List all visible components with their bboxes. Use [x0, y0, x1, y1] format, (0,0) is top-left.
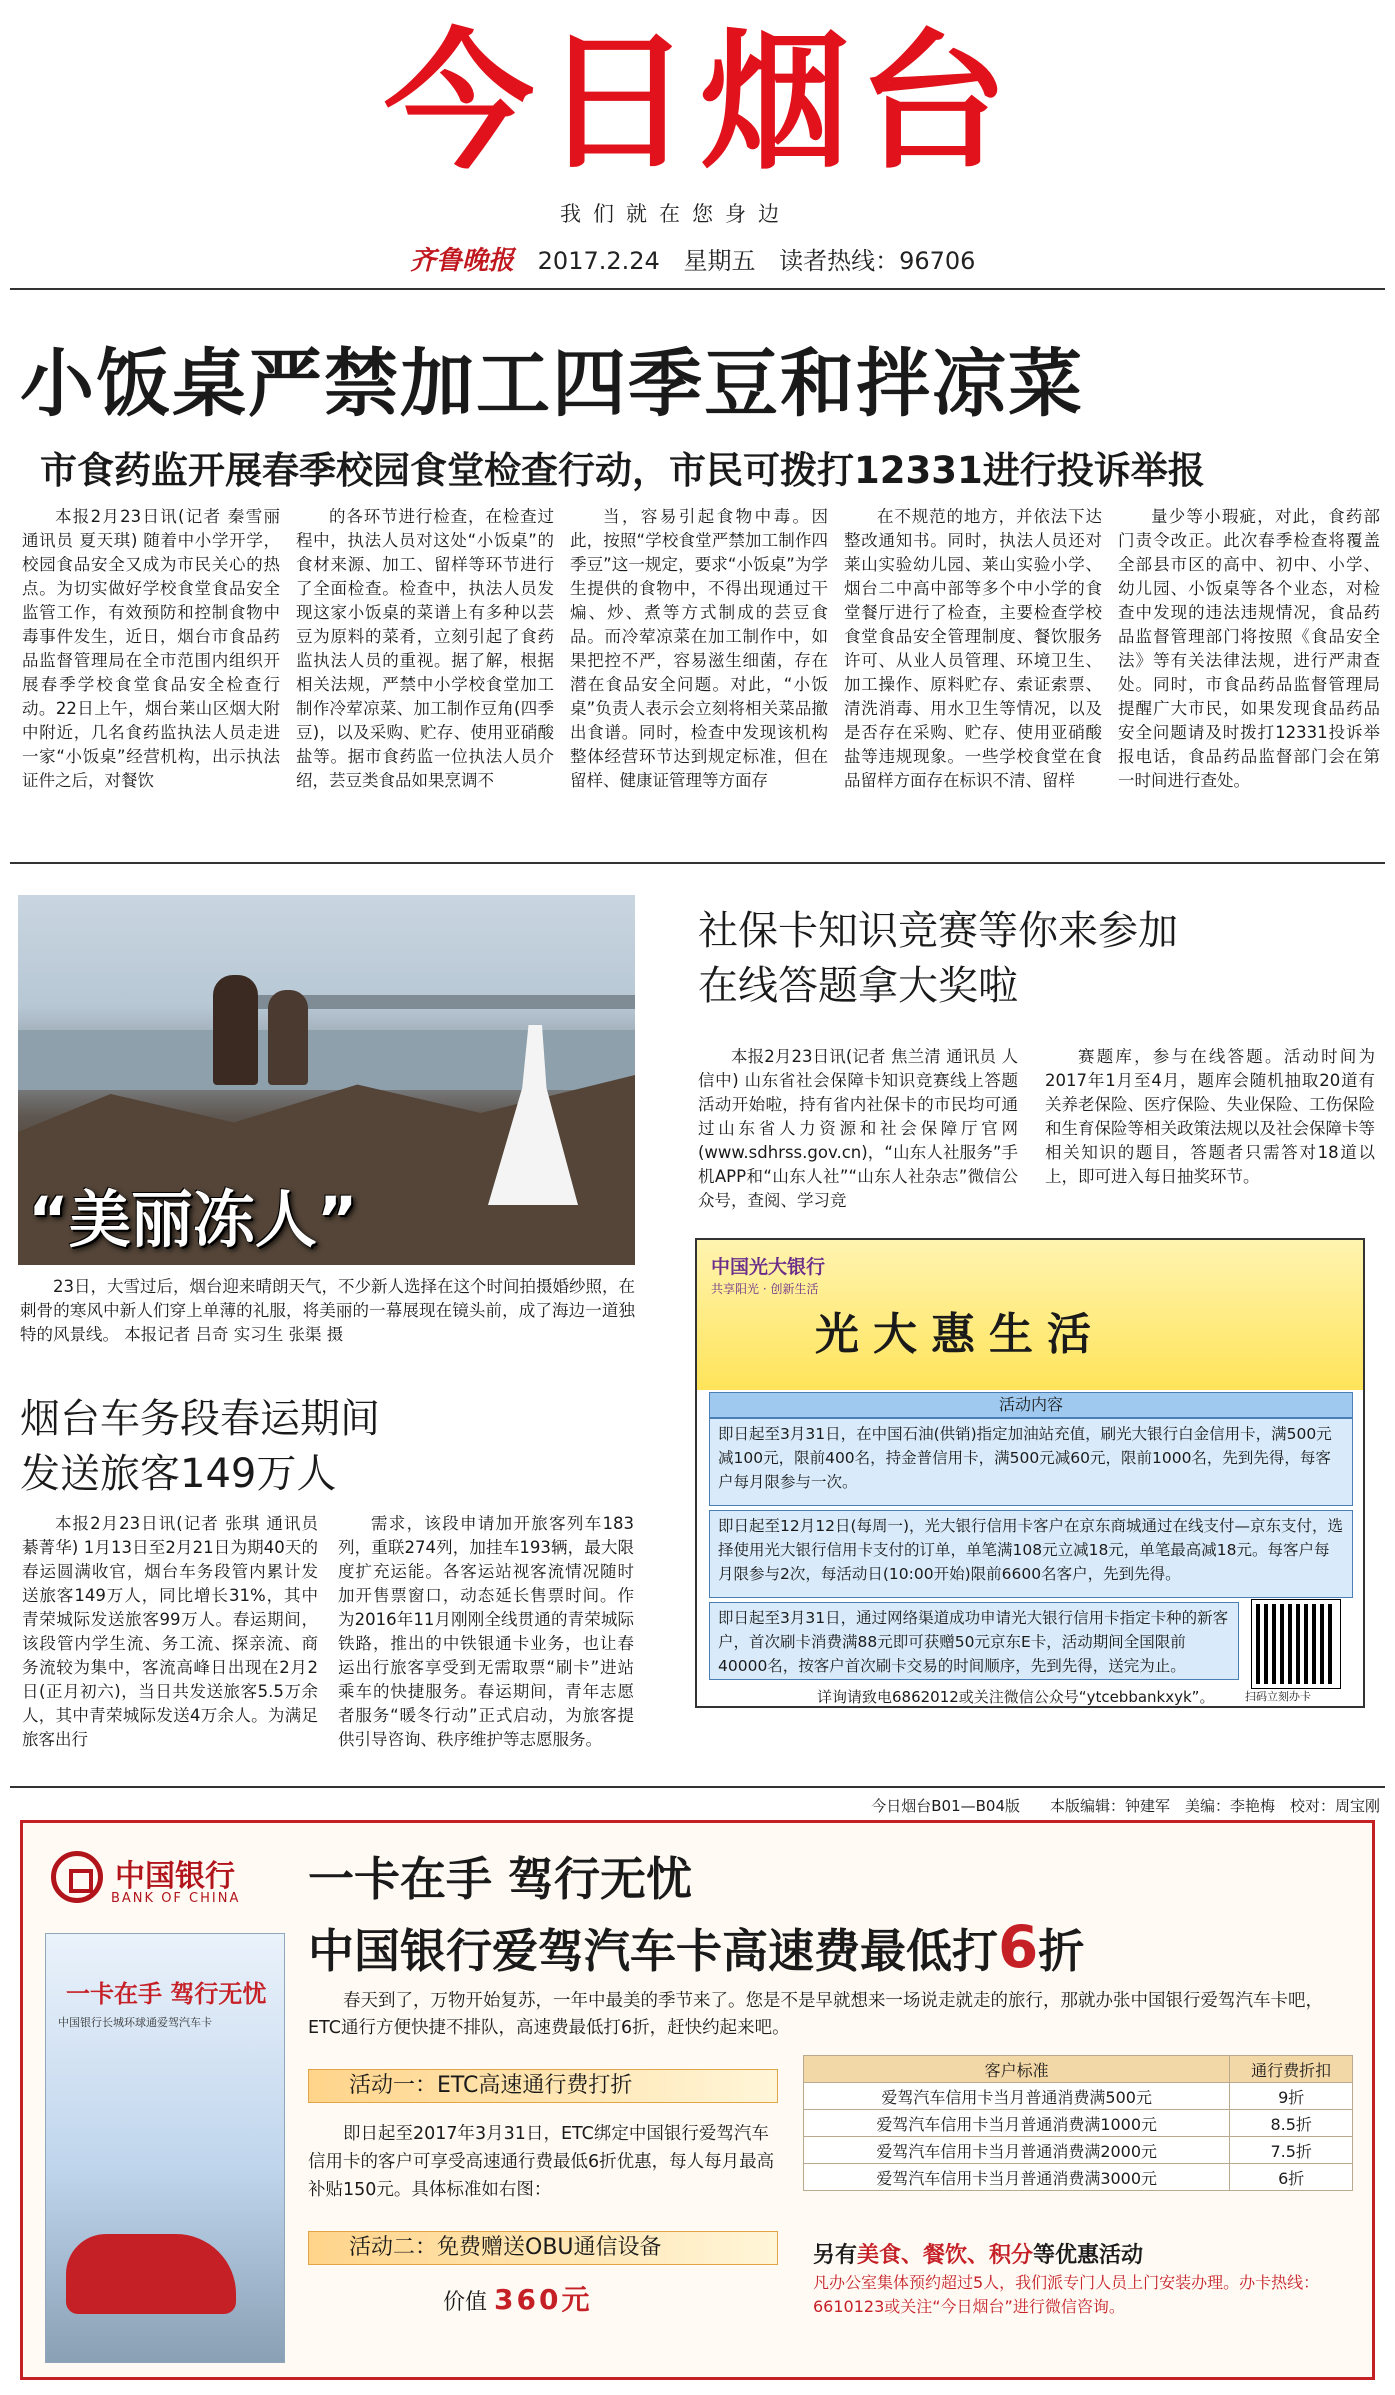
rail-headline-2: 发送旅客149万人 — [20, 1451, 337, 1497]
table-row: 爱驾汽车信用卡当月普通消费满1000元 8.5折 — [804, 2110, 1353, 2137]
boc-bank-name-en: BANK OF CHINA — [111, 1891, 241, 1906]
page-meta: 今日烟台B01—B04版 本版编辑：钟建军 美编：李艳梅 校对：周宝刚 — [871, 1797, 1380, 1815]
masthead-logo: 今日烟台 — [383, 16, 1016, 190]
lead-column-2: 的各环节进行检查，在检查过程中，执法人员对这处“小饭桌”的食材来源、加工、留样等环节进行了全面检查。检查中，执法人员发现这家小饭桌的菜谱上有多种以芸豆为原料的菜肴，立刻引起了食药监执法人员的重视。据了解，根据相关法规，严禁中小学校食堂加工制作冷荤凉菜、加工制作豆角(四季豆)，以及采购、贮存、使用亚硝酸盐等。据市食药监一位执法人员介绍，芸豆类食品如果烹调不 — [296, 507, 554, 790]
boc-advertisement — [20, 1820, 1375, 2380]
table-header-row: 客户标准 通行费折扣 — [804, 2056, 1353, 2083]
social-headline-1: 社保卡知识竞赛等你来参加 — [698, 908, 1178, 954]
issue-date: 2017.2.24 — [537, 247, 660, 275]
boc-extra-note: 凡办公室集体预约超过5人，我们派专门人员上门安装办理。办卡热线：6610123或关注“今日烟台”进行微信咨询。 — [813, 2273, 1320, 2316]
ceb-advertisement — [695, 1238, 1365, 1708]
masthead-divider — [10, 288, 1385, 290]
issue-weekday: 星期五 — [683, 247, 756, 275]
boc-headline-1: 一卡在手 驾行无忧 — [308, 1852, 693, 1906]
boc-bank-name: 中国银行 — [115, 1859, 235, 1894]
ceb-activity-row-3: 即日起至3月31日，通过网络渠道成功申请光大银行信用卡指定卡种的新客户，首次刷卡消费满88元即可获赠50元京东E卡，活动期间全国限前40000名，按客户首次刷卡交易的时间顺序，先到先得，送完为止。 — [709, 1602, 1239, 1680]
qr-code-icon[interactable] — [1252, 1600, 1340, 1688]
social-headline-2: 在线答题拿大奖啦 — [698, 963, 1018, 1009]
rail-column-2: 需求，该段申请加开旅客列车183列，重联274列，加挂车193辆，最大限度扩充运能。各客运站视客流情况随时加开售票窗口，动态延长售票时间。作为2016年11月刚刚全线贯通的青荣城际铁路，推出的中铁银通卡业务，也让春运出行旅客享受到无需取票“刷卡”进站乘车的快捷服务。春运期间，青年志愿者服务“暖冬行动”正式启动，为旅客提供引导咨询、秩序维护等志愿服务。 — [338, 1514, 634, 1749]
boc-price: 价值 360元 — [443, 2283, 593, 2316]
section-divider — [10, 862, 1385, 864]
boc-card-title: 一卡在手 驾行无忧 — [66, 1980, 267, 2008]
ceb-bank-name: 中国光大银行 — [711, 1256, 826, 1278]
table-row: 爱驾汽车信用卡当月普通消费满3000元 6折 — [804, 2164, 1353, 2191]
rail-column-1: 本报2月23日讯(记者 张琪 通讯员 綦菁华) 1月13日至2月21日为期40天的春运圆满收官，烟台车务段管内累计发送旅客149万人，同比增长31%，其中青荣城际发送旅客99万人。春运期间，该段管内学生流、务工流、探亲流、商务流较为集中，客流高峰日出现在2月2日(正月初六)，当日共发送旅客5.5万余人，其中青荣城际发送4万余人。为满足旅客出行 — [22, 1514, 318, 1749]
boc-card-subtitle: 中国银行长城环球通爱驾汽车卡 — [58, 2016, 212, 2029]
ceb-ad-title: 光大惠生活 — [815, 1309, 1105, 1360]
rail-headline-1: 烟台车务段春运期间 — [20, 1396, 380, 1442]
lead-column-4: 在不规范的地方，并依法下达整改通知书。同时，执法人员还对莱山实验幼儿园、莱山实验小学、烟台二中高中部等多个中小学的食堂餐厅进行了检查，主要检查学校食堂食品安全管理制度、餐饮服务许可、从业人员管理、环境卫生、加工操作、原料贮存、索证索票、清洗消毒、用水卫生等情况，以及是否存在采购、贮存、使用亚硝酸盐等违规现象。一些学校食堂在食品留样方面存在标识不清、留样 — [844, 507, 1102, 790]
boc-activity-2: 活动二：免费赠送OBU通信设备 — [308, 2231, 778, 2265]
boc-logo-icon — [51, 1851, 103, 1903]
boc-activity-1-body: 即日起至2017年3月31日，ETC绑定中国银行爱驾汽车信用卡的客户可享受高速通行费最低6折优惠，每人每月最高补贴150元。具体标准如右图： — [308, 2124, 775, 2200]
lead-subheadline: 市食药监开展春季校园食堂检查行动，市民可拨打12331进行投诉举报 — [40, 449, 1205, 492]
table-row: 爱驾汽车信用卡当月普通消费满500元 9折 — [804, 2083, 1353, 2110]
ceb-tagline: 共享阳光 · 创新生活 — [711, 1282, 819, 1296]
brand-name: 齐鲁晚报 — [410, 246, 515, 276]
lead-column-3: 当，容易引起食物中毒。因此，按照“学校食堂严禁加工制作四季豆”这一规定，要求“小饭桌”为学生提供的食物中，不得出现通过干煸、炒、煮等方式制成的芸豆食品。而冷荤凉菜在加工制作中，如果把控不严，容易滋生细菌，存在潜在食品安全问题。对此，“小饭桌”负责人表示会立刻将相关菜品撤出食谱。同时，检查中发现该机构整体经营环节达到规定标准，但在留样、健康证管理等方面存 — [570, 507, 828, 790]
table-row: 爱驾汽车信用卡当月普通消费满2000元 7.5折 — [804, 2137, 1353, 2164]
social-column-1: 本报2月23日讯(记者 焦兰清 通讯员 人信中) 山东省社会保障卡知识竞赛线上答题活动开始啦，持有省内社保卡的市民均可通过山东省人力资源和社会保障厅官网(www.sdhrss.gov.cn)，“山东人社服务”手机APP和“山东人社”“山东人社杂志”微信公众号，查阅、学习竞 — [698, 1047, 1018, 1210]
photo-caption: 23日，大雪过后，烟台迎来晴朗天气，不少新人选择在这个时间拍摄婚纱照，在刺骨的寒风中新人们穿上单薄的礼服，将美丽的一幕展现在镜头前，成了海边一道独特的风景线。 本报记者 吕奇 实习生 张渠 摄 — [20, 1277, 635, 1344]
car-icon — [66, 2234, 236, 2314]
ceb-activity-row-1: 即日起至3月31日，在中国石油(供销)指定加油站充值，刷光大银行白金信用卡，满500元减100元，限前400名，持金普信用卡，满500元减60元，限前1000名，先到先得，每客户每月限参与一次。 — [709, 1418, 1353, 1506]
boc-extra-offer: 另有美食、餐饮、积分等优惠活动 — [813, 2243, 1144, 2268]
ceb-activity-row-2: 即日起至12月12日(每周一)，光大银行信用卡客户在京东商城通过在线支付—京东支付，选择使用光大银行信用卡支付的订单，单笔满108元立减18元，单笔最高减18元。每客户每月限参与2次，每活动日(10:00开始)限前6600名客户，先到先得。 — [709, 1510, 1353, 1598]
reader-hotline: 读者热线：96706 — [779, 247, 976, 275]
masthead-slogan: 我们就在您身边 — [560, 202, 791, 226]
ceb-activity-header: 活动内容 — [709, 1392, 1353, 1418]
lead-headline: 小饭桌严禁加工四季豆和拌凉菜 — [20, 341, 1084, 427]
lead-column-1: 本报2月23日讯(记者 秦雪丽 通讯员 夏天琪) 随着中小学开学，校园食品安全又成为市民关心的热点。为切实做好学校食堂食品安全监管工作，有效预防和控制食物中毒事件发生，近日，烟台市食品药品监督管理局在全市范围内组织开展春季学校食堂食品安全检查行动。22日上午，烟台莱山区烟大附中附近，几名食药监执法人员走进一家“小饭桌”经营机构，出示执法证件之后，对餐饮 — [22, 507, 280, 790]
boc-activity-1: 活动一：ETC高速通行费打折 — [308, 2069, 778, 2103]
photo-title: “美丽冻人” — [28, 1183, 358, 1256]
ceb-ad-footer: 详询请致电6862012或关注微信公众号“ytcebbankxyk”。 — [817, 1688, 1215, 1706]
masthead-info — [410, 240, 991, 277]
boc-card-image — [45, 1933, 285, 2363]
footer-divider — [10, 1786, 1385, 1788]
social-column-2: 赛题库，参与在线答题。活动时间为2017年1月至4月，题库会随机抽取20道有关养老保险、医疗保险、失业保险、工伤保险和生育保险等相关政策法规以及社会保障卡等相关知识的题目，答题者只需答对18道以上，即可进入每日抽奖环节。 — [1045, 1047, 1375, 1186]
lead-column-5: 量少等小瑕疵，对此，食药部门责令改正。此次春季检查将覆盖全部县市区的高中、初中、小学、幼儿园、小饭桌等各个业态，对检查中发现的违法违规情况，食品药品监督管理部门将按照《食品安全法》等有关法律法规，进行严肃查处。同时，市食品药品监督管理局提醒广大市民，如果发现食品药品安全问题请及时拨打12331投诉举报电话，食品药品监督部门会在第一时间进行查处。 — [1118, 507, 1380, 790]
boc-headline-2: 中国银行爱驾汽车卡高速费最低打6折 — [308, 1913, 1085, 1981]
boc-discount-table — [803, 2055, 1353, 2191]
qr-code-label: 扫码立刻办卡 — [1245, 1690, 1311, 1703]
boc-intro: 春天到了，万物开始复苏，一年中最美的季节来了。您是不是早就想来一场说走就走的旅行，那就办张中国银行爱驾汽车卡吧，ETC通行方便快捷不排队，高速费最低打6折，赶快约起来吧。 — [308, 1991, 1323, 2038]
